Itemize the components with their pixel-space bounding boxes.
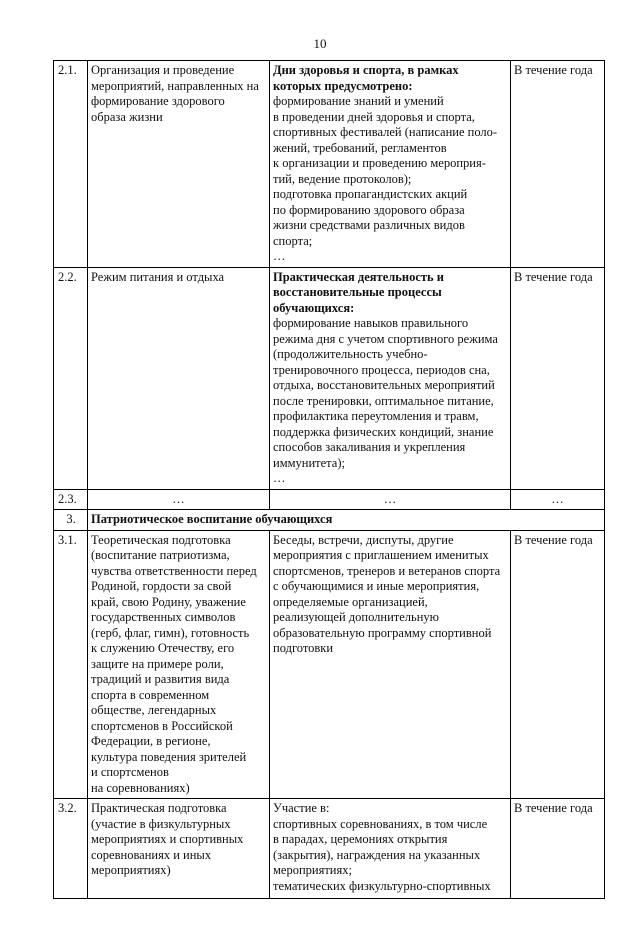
cell-line: тренировочного процесса, периодов сна,: [273, 362, 490, 377]
table-row: [54, 799, 605, 899]
cell-line: поддержка физических кондиций, знание: [273, 424, 494, 439]
cell-line: соревнованиях и иных: [91, 847, 212, 862]
cell-line: культура поведения зрителей: [91, 749, 247, 764]
ellipsis-cell: …: [270, 489, 511, 510]
cell-line: в проведении дней здоровья и спорта,: [273, 109, 475, 124]
cell-line: Режим питания и отдыха: [91, 269, 225, 284]
cell-line: край, свою Родину, уважение: [91, 594, 246, 609]
cell-line: (герб, флаг, гимн), готовность: [91, 625, 250, 640]
activity-content: [270, 61, 511, 268]
cell-line: в парадах, церемониях открытия: [273, 832, 448, 846]
cell-line: Практическая подготовка: [91, 801, 227, 815]
ellipsis-cell: …: [511, 489, 605, 510]
cell-line: мероприятия с приглашением именитых: [273, 548, 489, 562]
activity-content: [270, 530, 511, 799]
activity-name: [88, 267, 270, 489]
cell-line: мероприятиях): [91, 863, 171, 877]
cell-line: режима дня с учетом спортивного режима: [273, 331, 498, 346]
activity-name: [88, 530, 270, 799]
cell-line: чувства ответственности перед: [91, 563, 257, 578]
activity-period: В течение года: [511, 799, 605, 899]
cell-line: обучающихся:: [273, 300, 355, 315]
cell-line: …: [273, 249, 286, 263]
cell-line: …: [273, 471, 286, 485]
cell-line: Практическая деятельность и: [273, 269, 444, 284]
cell-line: формирование навыков правильного: [273, 316, 469, 330]
cell-line: Федерации, в регионе,: [91, 734, 211, 748]
cell-line: подготовка пропагандистских акций: [273, 187, 468, 201]
cell-line: формирование знаний и умений: [273, 94, 444, 108]
cell-line: которых предусмотрено:: [273, 78, 413, 93]
cell-line: тий, ведение протоколов);: [273, 171, 412, 186]
row-number: 2.3.: [54, 489, 88, 510]
activity-period: В течение года: [511, 530, 605, 799]
cell-line: традиций и развития вида: [91, 672, 230, 686]
cell-line: спортсменов в Российской: [91, 718, 233, 733]
cell-line: с обучающимися и иные мероприятия,: [273, 579, 480, 593]
cell-line: мероприятий, направленных на: [91, 78, 259, 93]
cell-line: профилактика переутомления и травм,: [273, 409, 479, 423]
cell-line: (участие в физкультурных: [91, 816, 231, 831]
cell-line: восстановительные процессы: [273, 285, 442, 299]
cell-line: отдыха, восстановительных мероприятий: [273, 378, 495, 392]
table-row: [54, 510, 605, 531]
cell-line: тематических физкультурно-спортивных: [273, 878, 491, 893]
cell-line: определяемые организацией,: [273, 594, 428, 609]
cell-line: к организации и проведению мероприя-: [273, 156, 486, 170]
cell-line: формирование здорового: [91, 94, 225, 108]
row-number: 3.2.: [54, 799, 88, 899]
cell-line: спортсменов, тренеров и ветеранов спорта: [273, 563, 501, 578]
cell-line: Родиной, гордости за свой: [91, 579, 232, 593]
ellipsis-cell: …: [88, 489, 270, 510]
section-title: Патриотическое воспитание обучающихся: [88, 510, 605, 531]
cell-line: спорта;: [273, 233, 313, 248]
activity-name: [88, 799, 270, 899]
table-row: [54, 267, 605, 489]
cell-line: государственных символов: [91, 610, 236, 624]
cell-line: жений, требований, регламентов: [273, 140, 447, 155]
cell-line: способов закаливания и укрепления: [273, 440, 466, 454]
cell-line: (закрытия), награждения на указанных: [273, 847, 481, 862]
cell-line: подготовки: [273, 641, 334, 655]
cell-line: мероприятиях;: [273, 863, 352, 877]
cell-line: спортивных соревнованиях, в том числе: [273, 816, 488, 831]
cell-line: жизни средствами различных видов: [273, 218, 465, 232]
row-number: 3.: [54, 510, 88, 531]
activities-table: [53, 60, 605, 899]
activity-content: [270, 267, 511, 489]
cell-line: к служению Отечеству, его: [91, 641, 235, 655]
cell-line: обществе, легендарных: [91, 703, 217, 717]
cell-line: защите на примере роли,: [91, 656, 224, 671]
cell-line: Дни здоровья и спорта, в рамках: [273, 63, 459, 77]
cell-line: спортивных фестивалей (написание поло-: [273, 125, 498, 139]
cell-line: (продолжительность учебно-: [273, 347, 428, 361]
cell-line: Беседы, встречи, диспуты, другие: [273, 532, 454, 547]
row-number: 3.1.: [54, 530, 88, 799]
row-number: 2.2.: [54, 267, 88, 489]
cell-line: реализующей дополнительную: [273, 610, 440, 624]
table-row: [54, 489, 605, 510]
cell-line: образа жизни: [91, 109, 163, 124]
cell-line: по формированию здорового образа: [273, 202, 465, 217]
activity-content: [270, 799, 511, 899]
row-number: 2.1.: [54, 61, 88, 268]
activity-name: [88, 61, 270, 268]
activity-period: В течение года: [511, 61, 605, 268]
cell-line: Участие в:: [273, 801, 330, 815]
cell-line: (воспитание патриотизма,: [91, 548, 230, 562]
page-number: 10: [313, 36, 327, 51]
cell-line: образовательную программу спортивной: [273, 625, 492, 640]
table-row: [54, 530, 605, 799]
table-row: [54, 61, 605, 268]
cell-line: спорта в современном: [91, 687, 210, 702]
cell-line: после тренировки, оптимальное питание,: [273, 393, 494, 408]
cell-line: иммунитета);: [273, 455, 345, 470]
cell-line: и спортсменов: [91, 765, 169, 779]
cell-line: на соревнованиях): [91, 780, 190, 795]
activity-period: В течение года: [511, 267, 605, 489]
cell-line: Теоретическая подготовка: [91, 532, 231, 547]
cell-line: мероприятиях и спортивных: [91, 832, 244, 846]
cell-line: Организация и проведение: [91, 63, 235, 77]
